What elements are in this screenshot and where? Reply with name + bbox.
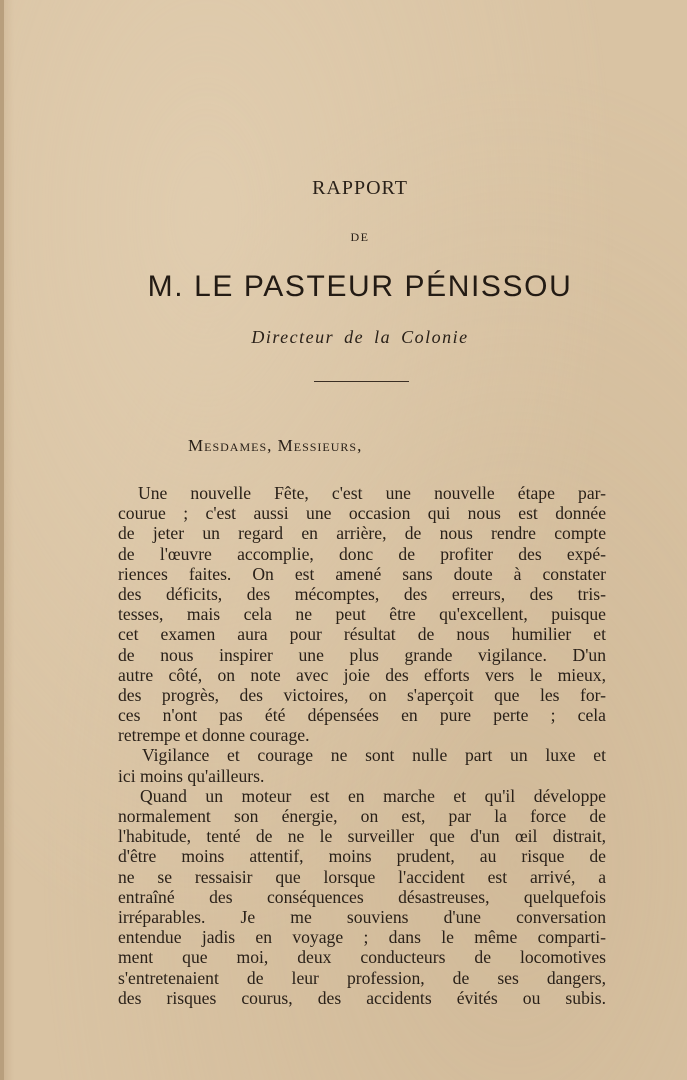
text-line: des déficits, des mécomptes, des erreurs, des tris- bbox=[118, 583, 606, 604]
text-line: de jeter un regard en arrière, de nous rendre compte bbox=[118, 523, 606, 544]
text-line: tesses, mais cela ne peut être qu'excellent, puisque bbox=[118, 604, 606, 625]
report-title: RAPPORT bbox=[312, 177, 408, 199]
text-line: entraîné des conséquences désastreuses, quelquefois bbox=[118, 886, 606, 907]
text-line: cet examen aura pour résultat de nous humilier et bbox=[118, 624, 606, 645]
text-line: s'entretenaient de leur profession, de ses dangers, bbox=[118, 967, 606, 988]
text-line: ici moins qu'ailleurs. bbox=[118, 765, 265, 786]
author-role: Directeur de la Colonie bbox=[251, 327, 469, 347]
text-line: de l'œuvre accomplie, donc de profiter des expé- bbox=[118, 543, 606, 564]
text-line: Vigilance et courage ne sont nulle part un luxe et bbox=[142, 745, 606, 766]
text-line: de nous inspirer une plus grande vigilance. D'un bbox=[118, 644, 606, 665]
text-line: des progrès, des victoires, on s'aperçoit que les for- bbox=[118, 684, 606, 705]
text-line: Une nouvelle Fête, c'est une nouvelle étape par- bbox=[138, 483, 606, 503]
text-line: retrempe et donne courage. bbox=[118, 725, 310, 746]
text-line: ment que moi, deux conducteurs de locomotives bbox=[118, 947, 606, 968]
text-line: ces n'ont pas été dépensées en pure perte ; cela bbox=[118, 705, 606, 726]
text-line: ne se ressaisir que lorsque l'accident est arrivé, a bbox=[118, 866, 606, 887]
text-line: riences faites. On est amené sans doute à constater bbox=[118, 563, 606, 584]
text-line: courue ; c'est aussi une occasion qui nous est donnée bbox=[118, 503, 606, 524]
salutation: Mesdames, Messieurs, bbox=[188, 436, 363, 455]
title-connector: DE bbox=[350, 230, 370, 244]
text-line: d'être moins attentif, moins prudent, au risque de bbox=[118, 846, 606, 867]
text-line: autre côté, on note avec joie des efforts vers le mieux, bbox=[118, 664, 606, 685]
text-line: irréparables. Je me souviens d'une conversation bbox=[118, 906, 606, 927]
text-line: des risques courus, des accidents évités ou subis. bbox=[118, 987, 606, 1008]
text-line: entendue jadis en voyage ; dans le même comparti- bbox=[118, 927, 606, 948]
page-edge-shadow bbox=[0, 0, 4, 1080]
text-line: Quand un moteur est en marche et qu'il développe bbox=[140, 785, 606, 806]
section-divider bbox=[314, 381, 409, 382]
author-name: M. LE PASTEUR PÉNISSOU bbox=[147, 270, 573, 303]
body-text bbox=[118, 483, 606, 1008]
text-line: normalement son énergie, on est, par la force de bbox=[118, 806, 606, 826]
text-line: l'habitude, tenté de ne le surveiller que d'un œil distrait, bbox=[118, 826, 606, 847]
